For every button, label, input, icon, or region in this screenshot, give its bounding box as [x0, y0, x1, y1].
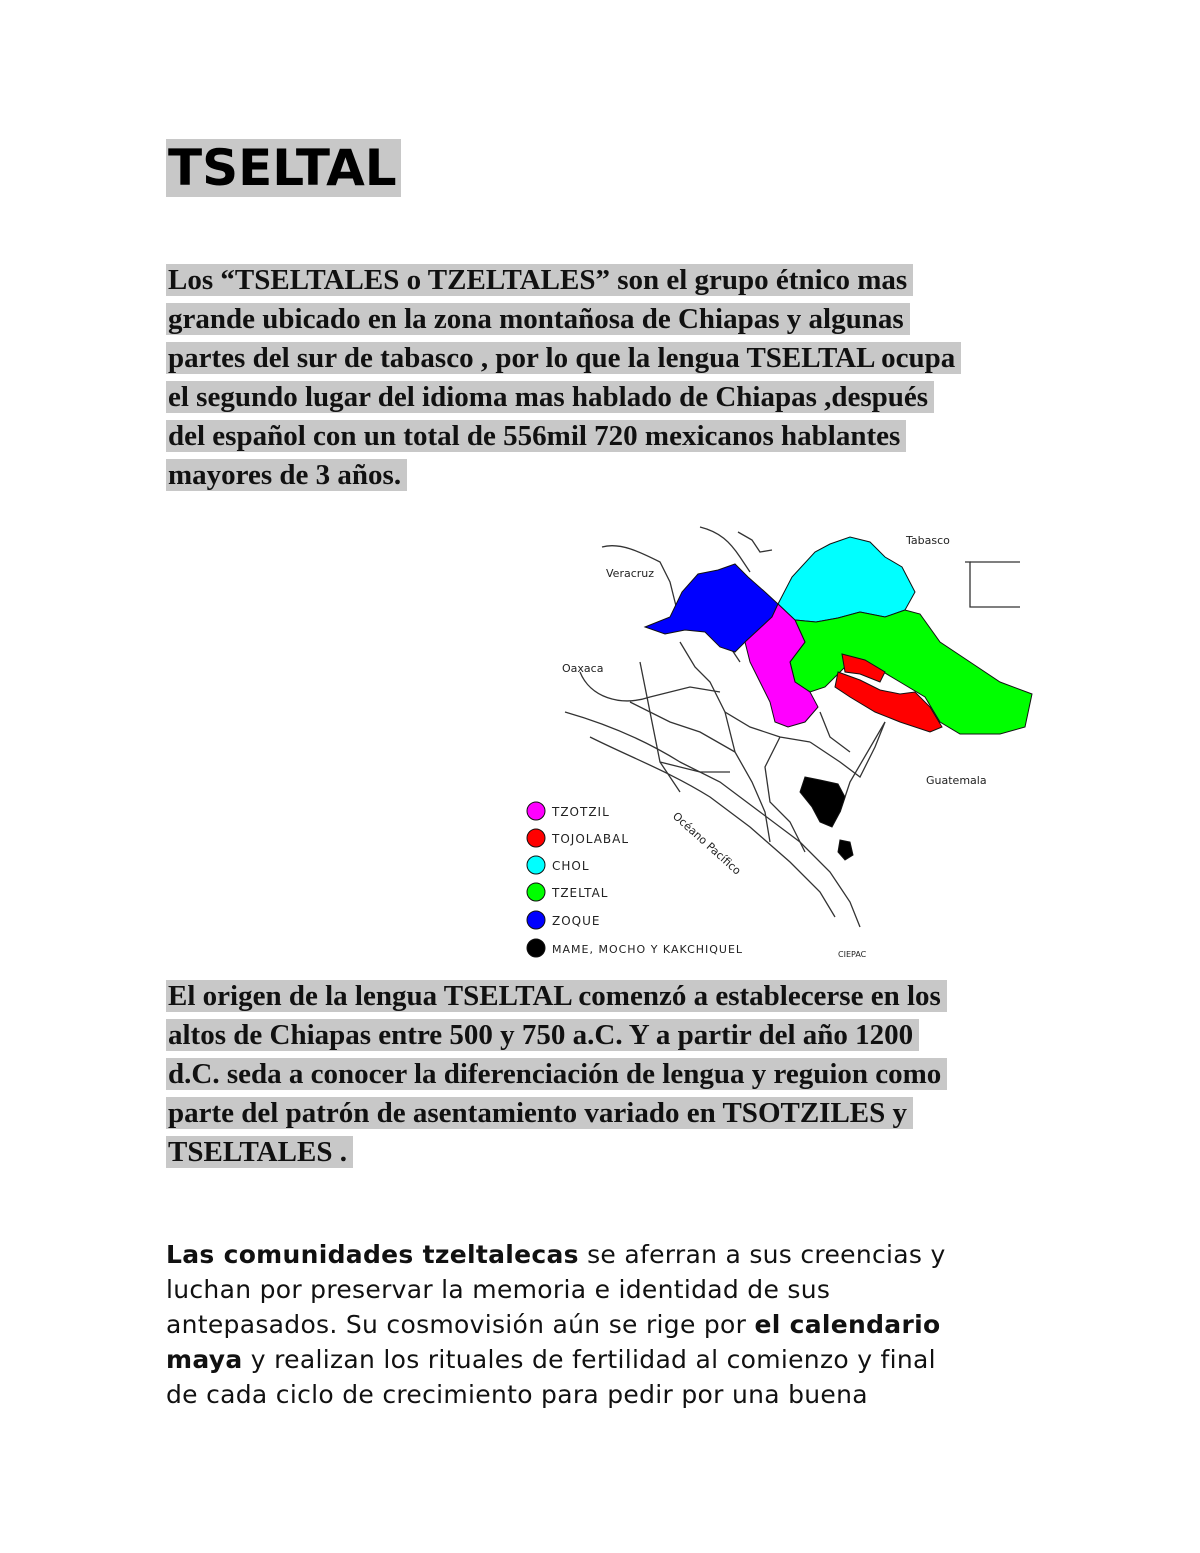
legend-swatch-mame: [527, 939, 545, 957]
legend-label: CHOL: [552, 859, 590, 873]
paragraph-communities: [166, 1237, 1046, 1412]
legend-swatch-tojolabal: [527, 829, 545, 847]
text-run: de cada ciclo de crecimiento para pedir por una buena: [166, 1380, 868, 1409]
paragraph-origin: [166, 977, 1046, 1172]
paragraph-line: Los “TSELTALES o TZELTALES” son el grupo étnico mas: [166, 264, 913, 296]
legend-label: ZOQUE: [552, 914, 601, 928]
label-oaxaca: Oaxaca: [562, 662, 604, 675]
legend-label: TZOTZIL: [552, 805, 610, 819]
map-graphic: [520, 522, 1040, 967]
bold-phrase: maya: [166, 1345, 243, 1374]
paragraph-line: altos de Chiapas entre 500 y 750 a.C. Y a partir del año 1200: [166, 1019, 919, 1051]
document-title: TSELTAL: [166, 138, 401, 198]
label-guatemala: Guatemala: [926, 774, 987, 787]
legend-label: MAME, MOCHO Y KAKCHIQUEL: [552, 943, 744, 956]
bold-phrase: Las comunidades tzeltalecas: [166, 1240, 579, 1269]
legend-swatch-chol: [527, 856, 545, 874]
text-run: luchan por preservar la memoria e identidad de sus: [166, 1275, 831, 1304]
legend-label: TOJOLABAL: [552, 832, 630, 846]
legend-label: TZELTAL: [552, 886, 609, 900]
text-run: y realizan los rituales de fertilidad al comienzo y final: [242, 1345, 936, 1374]
label-veracruz: Veracruz: [606, 567, 655, 580]
chol-region: [778, 537, 915, 622]
chiapas-language-map: [520, 522, 1040, 967]
bold-phrase: el calendario: [754, 1310, 941, 1339]
label-ocean: Océano Pacífico: [669, 809, 744, 878]
paragraph-intro: [166, 261, 1046, 495]
paragraph-line: del español con un total de 556mil 720 mexicanos hablantes: [166, 420, 906, 452]
label-tabasco: Tabasco: [906, 534, 950, 547]
legend-swatch-zoque: [527, 911, 545, 929]
paragraph-line: El origen de la lengua TSELTAL comenzó a establecerse en los: [166, 980, 947, 1012]
paragraph-line: parte del patrón de asentamiento variado en TSOTZILES y: [166, 1097, 913, 1129]
legend-swatch-tzotzil: [527, 802, 545, 820]
paragraph-line: d.C. seda a conocer la diferenciación de lengua y reguion como: [166, 1058, 947, 1090]
paragraph-line: TSELTALES .: [166, 1136, 353, 1168]
map-legend: [527, 802, 743, 957]
text-run: se aferran a sus creencias y: [578, 1240, 946, 1269]
text-run: antepasados. Su cosmovisión aún se rige por: [166, 1310, 755, 1339]
paragraph-line: grande ubicado en la zona montañosa de Chiapas y algunas: [166, 303, 910, 335]
paragraph-line: mayores de 3 años.: [166, 459, 407, 491]
legend-swatch-tzeltal: [527, 883, 545, 901]
label-credit: CIEPAC: [838, 950, 867, 959]
paragraph-line: el segundo lugar del idioma mas hablado de Chiapas ,después: [166, 381, 934, 413]
paragraph-line: partes del sur de tabasco , por lo que la lengua TSELTAL ocupa: [166, 342, 961, 374]
mame-region: [800, 777, 853, 860]
